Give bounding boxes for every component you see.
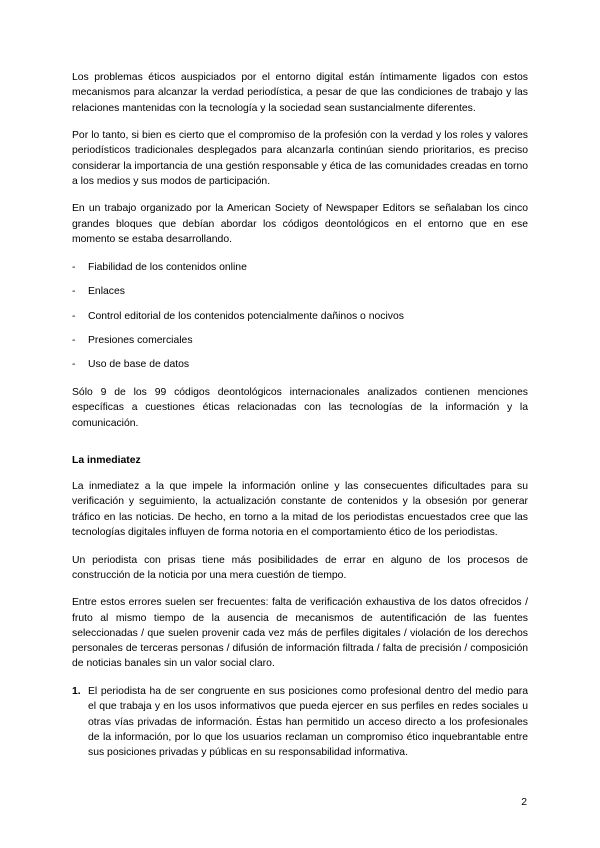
paragraph: Entre estos errores suelen ser frecuentes: falta de verificación exhaustiva de los datos ofrecidos / fruto al mismo tiempo de la ausencia de mecanismos de autentificación de las fuentes seleccionadas / que suelen provenir cada vez más de perfiles digitales / violación de los derechos personales de terceras personas / difusión de información filtrada / falta de precisión / composición de noticias banales sin un valor social claro. [72, 597, 528, 670]
paragraph: Los problemas éticos auspiciados por el entorno digital están íntimamente ligados con estos mecanismos para alcanzar la verdad periodística, a pesar de que las condiciones de trabajo y las relaciones mantenidas con la tecnología y la sociedad sean sustancialmente diferentes. [72, 72, 528, 114]
dash-marker: - [72, 310, 76, 322]
paragraph: La inmediatez a la que impele la información online y las consecuentes dificultades para su verificación y seguimiento, la actualización constante de contenidos y la obsesión por generar tráfico en las noticias. De hecho, en torno a la mitad de los periodistas encuestados cree que las tecnologías digitales influyen de forma notoria en el comportamiento ético de los periodistas. [72, 481, 528, 539]
bullet-list [72, 260, 528, 373]
section-heading: La inmediatez [72, 454, 141, 466]
numbered-item [72, 684, 528, 760]
list-item [72, 309, 528, 324]
item-text: El periodista ha de ser congruente en sus posiciones como profesional dentro del medio para el que trabaja y en los usos informativos que pueda ejercer en sus perfiles en redes sociales u otras vías privadas de información. Éstas han permitido un acceso directo a los profesionales de la información, por lo que los usuarios reclaman un compromiso ético inquebrantable entre sus posiciones privadas y públicas en su responsabilidad informativa. [88, 685, 528, 759]
paragraph: Por lo tanto, si bien es cierto que el compromiso de la profesión con la verdad y los roles y valores periodísticos tradicionales desplegados para alcanzarla continúan siendo prioritarios, es preciso considerar la importancia de una gestión responsable y ética de las comunidades creadas en torno a los medios y sus modos de participación. [72, 130, 528, 187]
paragraph: En un trabajo organizado por la American Society of Newspaper Editors se señalaban los cinco grandes bloques que debían abordar los códigos deontológicos en el entorno que en ese momento se estaba desarrollando. [72, 203, 528, 246]
list-item [72, 284, 528, 299]
paragraph: Sólo 9 de los 99 códigos deontológicos internacionales analizados contienen menciones específicas a cuestiones éticas relacionadas con las tecnologías de la información y la comunicación. [72, 386, 528, 429]
page-number: 2 [521, 797, 527, 808]
list-item [72, 260, 528, 275]
list-item-text: Control editorial de los contenidos potencialmente dañinos o nocivos [88, 310, 404, 322]
document-page [72, 70, 528, 760]
list-item-text: Fiabilidad de los contenidos online [88, 261, 247, 273]
list-item-text: Presiones comerciales [88, 334, 193, 346]
item-number: 1. [72, 685, 81, 697]
list-item-text: Uso de base de datos [88, 359, 190, 371]
list-item [72, 357, 528, 372]
list-item [72, 333, 528, 348]
dash-marker: - [72, 359, 76, 371]
dash-marker: - [72, 286, 76, 298]
dash-marker: - [72, 334, 76, 346]
list-item-text: Enlaces [88, 286, 125, 298]
paragraph: Un periodista con prisas tiene más posibilidades de errar en alguno de los procesos de construcción de la noticia por una mera cuestión de tiempo. [72, 554, 528, 581]
dash-marker: - [72, 261, 76, 273]
